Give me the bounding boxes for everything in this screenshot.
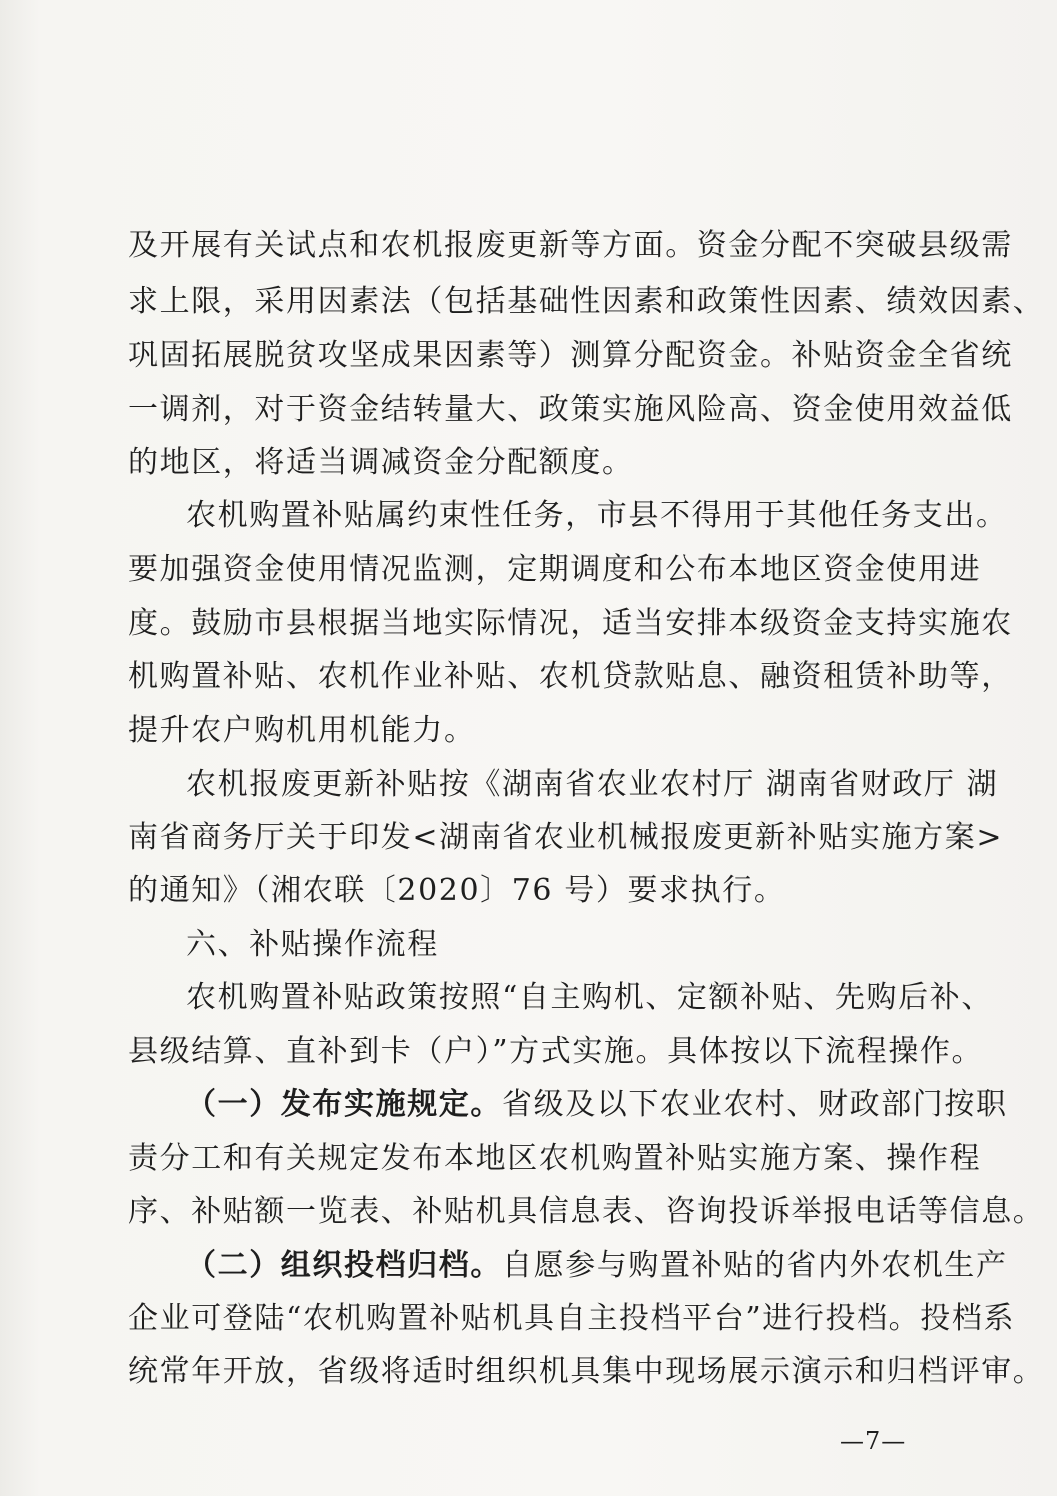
paragraph-line: 农机报废更新补贴按《湖南省农业农村厅 湖南省财政厅 湖: [186, 767, 999, 802]
paragraph-line: 求上限，采用因素法（包括基础性因素和政策性因素、绩效因素、: [128, 284, 1045, 319]
paragraph-line: 一调剂，对于资金结转量大、政策实施风险高、资金使用效益低: [128, 392, 1013, 427]
paragraph-line: 县级结算、直补到卡（户）”方式实施。具体按以下流程操作。: [128, 1034, 984, 1069]
paragraph-line: 农机购置补贴政策按照“自主购机、定额补贴、先购后补、: [186, 980, 993, 1015]
paragraph-line: [186, 1085, 1008, 1125]
paragraph-line: 南省商务厅关于印发<湖南省农业机械报废更新补贴实施方案>: [128, 820, 1004, 855]
subheading: （二）组织投档归档。: [186, 1248, 502, 1283]
paragraph-line: 的地区，将适当调减资金分配额度。: [128, 445, 634, 480]
paragraph-line: 度。鼓励市县根据当地实际情况，适当安排本级资金支持实施农: [128, 606, 1013, 641]
paragraph-line: 巩固拓展脱贫攻坚成果因素等）测算分配资金。补贴资金全省统: [128, 338, 1013, 373]
paragraph-text: 自愿参与购置补贴的省内外农机生产: [502, 1248, 1008, 1283]
paragraph-line: 要加强资金使用情况监测，定期调度和公布本地区资金使用进: [128, 552, 982, 587]
paragraph-line: [186, 1246, 1008, 1286]
paragraph-line: 提升农户购机用机能力。: [128, 713, 476, 748]
paragraph-line: 及开展有关试点和农机报废更新等方面。资金分配不突破县级需: [128, 228, 1013, 263]
page-number: —7—: [840, 1427, 907, 1455]
section-heading: 六、补贴操作流程: [186, 927, 439, 962]
paragraph-line: 序、补贴额一览表、补贴机具信息表、咨询投诉举报电话等信息。: [128, 1194, 1045, 1229]
paragraph-line: 机购置补贴、农机作业补贴、农机贷款贴息、融资租赁补助等，: [128, 659, 1013, 694]
paragraph-line: 企业可登陆“农机购置补贴机具自主投档平台”进行投档。投档系: [128, 1301, 1016, 1336]
paragraph-line: 农机购置补贴属约束性任务，市县不得用于其他任务支出。: [186, 498, 1008, 533]
paragraph-text: 省级及以下农业农村、财政部门按职: [502, 1087, 1008, 1122]
paragraph-line: 责分工和有关规定发布本地区农机购置补贴实施方案、操作程: [128, 1141, 982, 1176]
paragraph-line: 统常年开放，省级将适时组织机具集中现场展示演示和归档评审。: [128, 1354, 1045, 1389]
subheading: （一）发布实施规定。: [186, 1087, 502, 1122]
paragraph-line: 的通知》（湘农联〔2020〕76 号）要求执行。: [128, 873, 786, 908]
